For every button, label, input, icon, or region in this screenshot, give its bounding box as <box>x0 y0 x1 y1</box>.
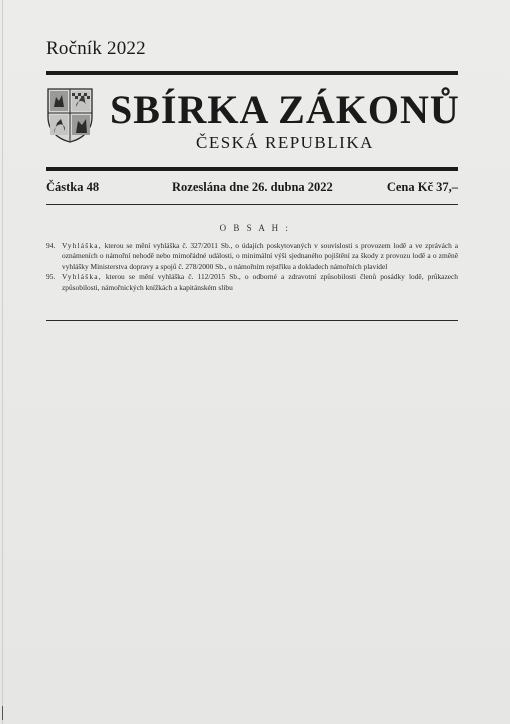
item-kind: Vyhláška, <box>62 241 102 250</box>
item-number: 95. <box>46 272 56 282</box>
contents-list <box>46 241 458 293</box>
publication-title: SBÍRKA ZÁKONŮ <box>110 87 460 132</box>
distribution-date: Rozeslána dne 26. dubna 2022 <box>172 180 333 194</box>
item-text: kterou se mění vyhláška č. 327/2011 Sb., o údajích poskytovaných v souvislosti s provozem lodě a ve zprávách a oznámeních o námořní nehodě nebo mimořádné události, o minimální výši sjednaného pojištění za škody z provozu lodě a o změně vyhlášky Ministerstva dopravy a spojů č. 278/2000 Sb., o námořním rejstříku a dokladech námořních plavidel <box>62 241 458 271</box>
state-emblem-icon <box>46 87 94 143</box>
header-rule <box>46 167 458 171</box>
issue-price: Cena Kč 37,– <box>386 180 458 194</box>
item-number: 94. <box>46 241 56 250</box>
volume-year: Ročník 2022 <box>46 38 146 59</box>
item-text: kterou se mění vyhláška č. 112/2015 Sb., o odborné a zdravotní způsobilosti členů posádky lodě, průkazech způsobilosti, námořnických knížkách a kapitánském slibu <box>62 272 458 292</box>
top-rule <box>46 71 458 75</box>
info-rule <box>46 204 458 205</box>
item-kind: Vyhláška, <box>62 272 102 282</box>
issue-part: Částka 48 <box>46 180 100 194</box>
contents-heading: O B S A H : <box>219 223 291 233</box>
contents-end-rule <box>46 320 458 321</box>
page-edge <box>2 0 3 724</box>
publication-subtitle: ČESKÁ REPUBLIKA <box>196 133 374 152</box>
scan-mark <box>2 706 3 720</box>
list-item[interactable] <box>46 272 458 293</box>
list-item[interactable] <box>46 241 458 272</box>
